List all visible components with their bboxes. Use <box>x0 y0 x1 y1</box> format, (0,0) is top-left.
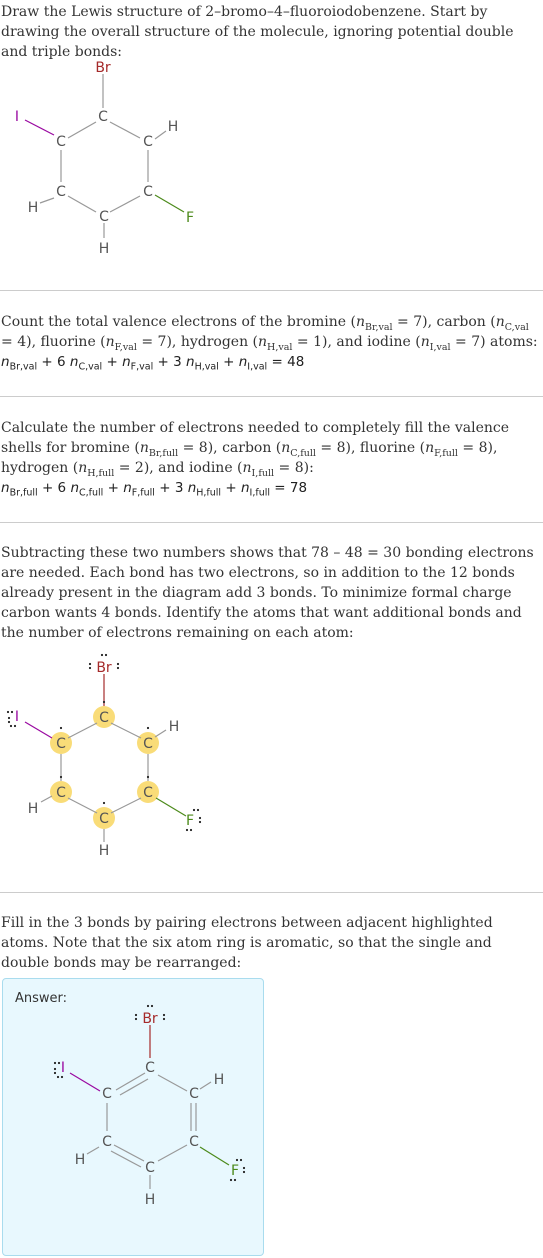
atom-f: F <box>185 813 195 829</box>
atom-h: H <box>168 719 180 735</box>
atom-c: C <box>99 710 109 726</box>
atom-h: H <box>144 1192 156 1208</box>
bond-iodine <box>25 120 54 135</box>
full-shell-total: 78 <box>289 480 308 496</box>
atom-c: C <box>189 1134 199 1150</box>
final-lewis-structure <box>3 999 263 1239</box>
bonding-electrons-section <box>0 543 543 643</box>
highlighted-atoms-diagram <box>0 650 543 870</box>
atom-f: F <box>230 1163 240 1179</box>
atom-c: C <box>56 785 66 801</box>
bond-fluorine <box>156 798 186 816</box>
bonding-electrons-text: Subtracting these two numbers shows that 78 – 48 = 30 bonding electrons are needed. Each bond has two electrons, so in addition to the 12 bonds already present in the diagram add 3 bonds. To minimize formal charge carbon wants 4 bonds. Identify the atoms that want additional bonds and the number of electrons remaining on each atom: <box>1 545 534 641</box>
atom-c: C <box>145 1060 155 1076</box>
atom-c: C <box>102 1134 112 1150</box>
atom-h: H <box>74 1152 86 1168</box>
atom-br: Br <box>95 60 111 76</box>
atom-c: C <box>56 134 66 150</box>
atom-i: I <box>14 109 20 125</box>
atom-h: H <box>98 241 110 257</box>
atom-c: C <box>56 184 66 200</box>
atom-h: H <box>27 200 39 216</box>
fill-bonds-section <box>0 913 543 973</box>
atom-br: Br <box>96 660 112 676</box>
divider <box>0 522 543 523</box>
valence-count-text: Count the total valence electrons of the bromine $(n_{Br,val} = 7)$, carbon $(n_{C,val} = 4)$, fluorine $(n_{F,val} = 7)$, hydrogen $(n_{H,val} = 1)$, and iodine $(n_{I,val} = 7)$ atoms: <box>1 314 538 353</box>
atom-c: C <box>143 736 153 752</box>
atom-c: C <box>102 1086 112 1102</box>
skeleton-structure-diagram <box>0 50 543 300</box>
atom-c: C <box>56 736 66 752</box>
atom-i: I <box>14 709 20 725</box>
atom-h: H <box>213 1072 225 1088</box>
atom-c: C <box>143 785 153 801</box>
answer-box <box>2 978 264 1256</box>
atom-br: Br <box>142 1011 158 1027</box>
atom-i: I <box>60 1060 66 1076</box>
valence-total: 48 <box>287 354 305 370</box>
valence-equation: $n_{Br,val} + 6$ $n_{C,val} + n_{F,val} + 3$ $n_{H,val} + n_{I,val} = 48$ <box>1 354 305 373</box>
bond-iodine <box>25 722 52 738</box>
atom-c: C <box>99 811 109 827</box>
atom-c: C <box>99 209 109 225</box>
atom-c: C <box>143 134 153 150</box>
atom-c: C <box>189 1086 199 1102</box>
bond-iodine <box>70 1073 100 1091</box>
valence-count-section <box>0 312 543 372</box>
atom-f: F <box>185 210 195 226</box>
atom-c: C <box>145 1160 155 1176</box>
answer-label: Answer: <box>15 991 68 1006</box>
divider <box>0 892 543 893</box>
fill-bonds-text: Fill in the 3 bonds by pairing electrons between adjacent highlighted atoms. Note that the six atom ring is aromatic, so that the single and double bonds may be rearranged: <box>1 915 493 971</box>
divider <box>0 396 543 397</box>
atom-c: C <box>98 109 108 125</box>
divider <box>0 290 543 291</box>
atom-c: C <box>143 184 153 200</box>
full-shell-text: Calculate the number of electrons needed to completely fill the valence shells for bromine $(n_{Br,full} = 8)$, carbon $(n_{C,full} = 8)$, fluorine $(n_{F,full} = 8)$, hydrogen $(n_{H,full} = 2)$, and iodine $(n_{I,full} = 8)$: <box>1 420 510 479</box>
full-shell-equation: $n_{Br,full} + 6$ $n_{C,full} + n_{F,full} + 3$ $n_{H,full} + n_{I,full} = 78$ <box>1 480 308 499</box>
intro-text: Draw the Lewis structure of 2–bromo–4–fluoroiodobenzene. Start by drawing the overall structure of the molecule, ignoring potential double and triple bonds: <box>1 4 514 60</box>
atom-h: H <box>27 801 39 817</box>
atom-h: H <box>98 843 110 859</box>
atom-h: H <box>167 119 179 135</box>
full-shell-section <box>0 418 543 498</box>
bond-fluorine <box>200 1147 229 1165</box>
bond-fluorine <box>155 195 184 212</box>
